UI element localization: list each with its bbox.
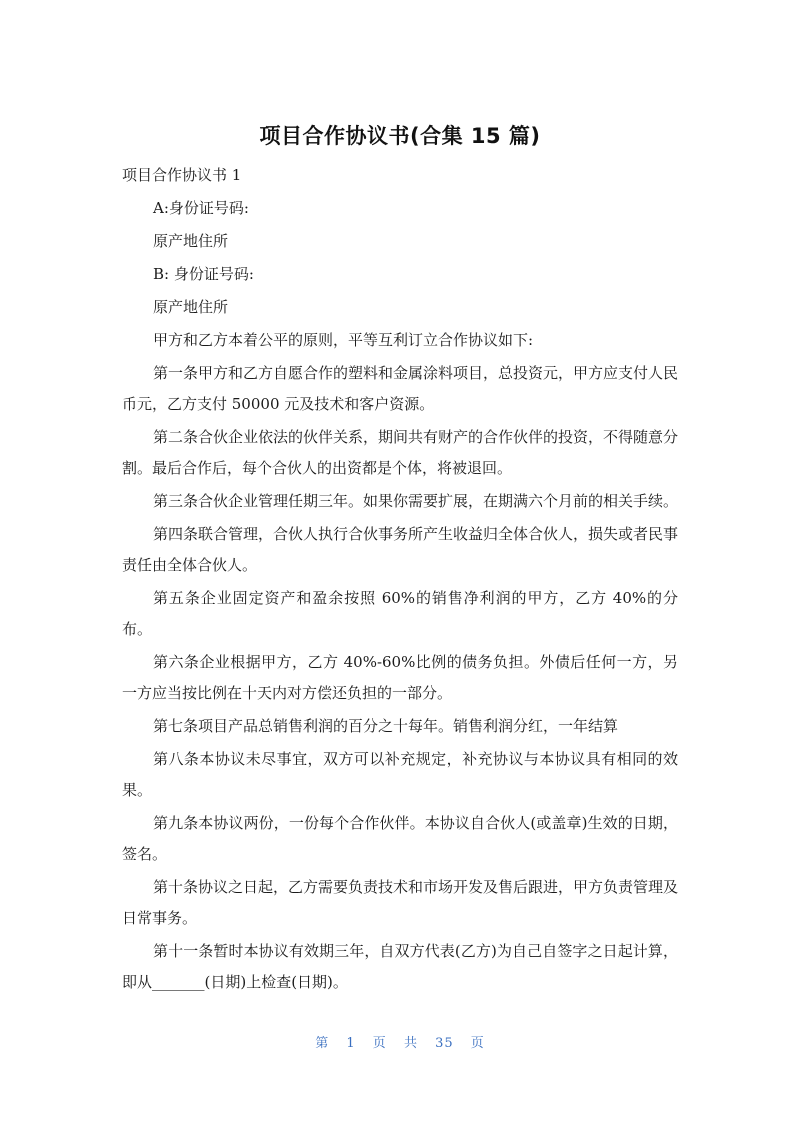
- paragraph: 原产地住所: [153, 232, 229, 250]
- paragraph: 第七条项目产品总销售利润的百分之十每年。销售利润分红，一年结算: [153, 717, 619, 735]
- paragraph: 第十一条暂时本协议有效期三年，自双方代表(乙方)为自己自签字之日起计算，即从_______(日期)上检查(日期)。: [122, 942, 678, 991]
- section-heading: 项目合作协议书 1: [122, 166, 242, 184]
- paragraph: A:身份证号码:: [153, 199, 249, 217]
- paragraph: 第一条甲方和乙方自愿合作的塑料和金属涂料项目，总投资元，甲方应支付人民币元，乙方支付 50000 元及技术和客户资源。: [122, 364, 679, 413]
- footer-total-suffix: 页: [470, 1036, 485, 1051]
- paragraph: 第四条联合管理，合伙人执行合伙事务所产生收益归全体合伙人，损失或者民事责任由全体合伙人。: [122, 525, 679, 574]
- footer-current-page: 1: [346, 1036, 356, 1051]
- paragraph: 第五条企业固定资产和盈余按照 60%的销售净利润的甲方，乙方 40%的分布。: [122, 589, 678, 638]
- document-body: [122, 160, 678, 1000]
- footer-total-label: 共: [403, 1036, 418, 1051]
- footer-page-label: 第: [315, 1036, 330, 1051]
- footer-page-suffix: 页: [372, 1036, 387, 1051]
- paragraph: 甲方和乙方本着公平的原则，平等互利订立合作协议如下:: [153, 331, 534, 349]
- paragraph: 第六条企业根据甲方，乙方 40%-60%比例的债务负担。外债后任何一方，另一方应当按比例在十天内对方偿还负担的一部分。: [122, 653, 678, 702]
- paragraph: 第十条协议之日起，乙方需要负责技术和市场开发及售后跟进，甲方负责管理及日常事务。: [122, 878, 679, 927]
- paragraph: B: 身份证号码:: [153, 265, 254, 283]
- paragraph: 第八条本协议未尽事宜，双方可以补充规定，补充协议与本协议具有相同的效果。: [122, 750, 678, 799]
- paragraph: 原产地住所: [153, 298, 229, 316]
- paragraph: 第二条合伙企业依法的伙伴关系，期间共有财产的合作伙伴的投资，不得随意分割。最后合作后，每个合伙人的出资都是个体，将被退回。: [122, 428, 679, 477]
- paragraph: 第三条合伙企业管理任期三年。如果你需要扩展，在期满六个月前的相关手续。: [153, 492, 679, 510]
- paragraph: 第九条本协议两份，一份每个合作伙伴。本协议自合伙人(或盖章)生效的日期，签名。: [122, 814, 678, 863]
- document-title: 项目合作协议书(合集 15 篇): [259, 124, 541, 148]
- page-footer: [0, 1032, 800, 1051]
- footer-total-pages: 35: [435, 1036, 454, 1051]
